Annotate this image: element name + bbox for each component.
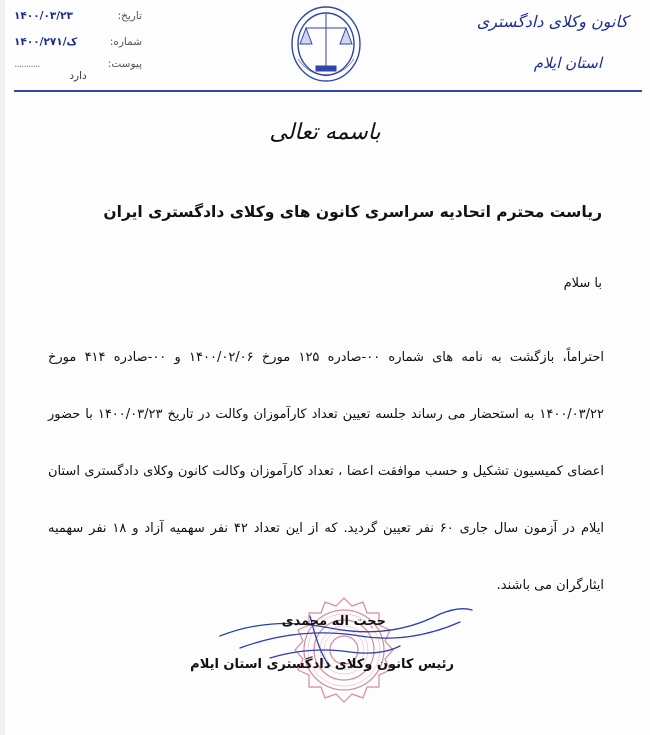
letter-body: احتراماً، بازگشت به نامه های شماره ۰۰-صادره ۱۲۵ مورخ ۱۴۰۰/۰۲/۰۶ و ۰۰-صادره ۴۱۴ مورخ ۱۴۰۰/۰۳/۲۲ به استحضار می رساند جلسه تعیین تعداد کارآموزان وکالت در تاریخ ۱۴۰۰/۰۳/۲۳ با حضور اعضای کمیسیون تشکیل و حسب موافقت اعضا ، تعداد کارآموزان وکالت کانون وکلای دادگستری استان ایلام در آزمون سال جاری ۶۰ نفر تعیین گردید. که از این تعداد ۴۲ نفر سهمیه آزاد و ۱۸ نفر سهمیه ایثارگران می باشند.	[48, 350, 604, 593]
signer-name: حجت اله محمدی	[281, 614, 386, 629]
date-row	[14, 8, 142, 24]
header-divider	[14, 90, 642, 92]
attachment-value: دارد	[69, 70, 87, 82]
scales-of-justice-emblem-icon	[288, 4, 364, 84]
attachment-label: پیوست:	[107, 58, 142, 70]
handwritten-signature-icon	[210, 596, 480, 686]
org-province: استان ایلام	[533, 54, 602, 72]
letterhead	[10, 0, 642, 92]
greeting: با سلام	[563, 276, 602, 291]
attachment-row: پیوست: ...........	[14, 58, 142, 70]
number-row	[14, 34, 142, 50]
date-value: ۱۴۰۰/۰۳/۲۳	[14, 10, 73, 22]
number-label: شماره:	[109, 36, 142, 48]
org-name: کانون وکلای دادگستری	[476, 12, 628, 31]
number-value: ۱۴۰۰/۲۷۱/ک	[14, 36, 78, 48]
addressee: ریاست محترم اتحادیه سراسری کانون های وکلای دادگستری ایران	[103, 203, 602, 221]
scan-edge	[0, 0, 5, 735]
invocation-calligraphy: باسمه تعالی	[269, 120, 381, 145]
signer-title: رئیس کانون وکلای دادگستری استان ایلام	[190, 657, 454, 672]
attachment-value-row	[14, 68, 142, 84]
date-label: تاریخ:	[117, 10, 142, 22]
